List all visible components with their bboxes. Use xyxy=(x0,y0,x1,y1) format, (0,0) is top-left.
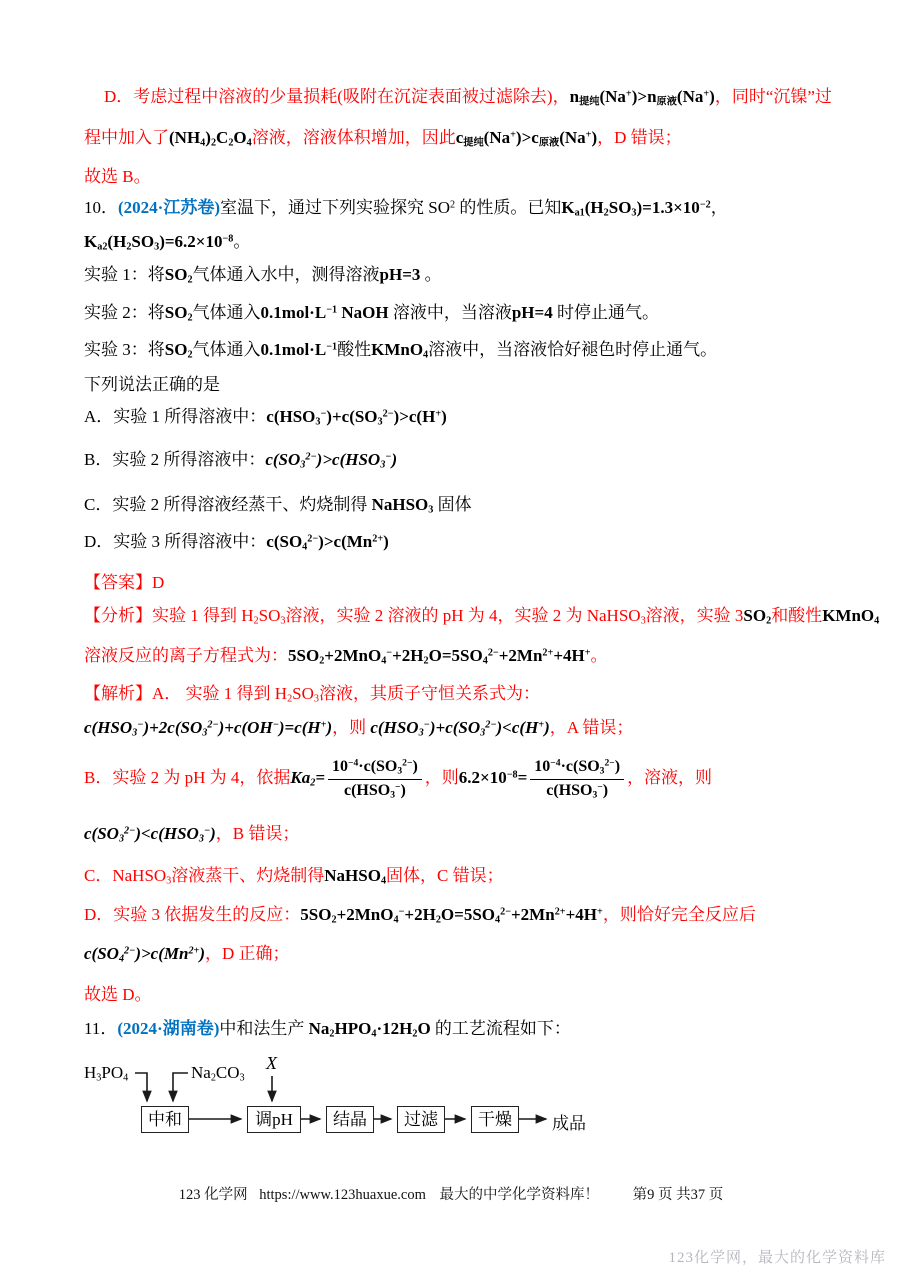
explanation-c-line: C．NaHSO$_3$溶液蒸干、灼烧制得NaHSO$_4$固体，C 错误； xyxy=(84,866,504,887)
flow-box-crystallize: 结晶 xyxy=(326,1106,374,1133)
watermark-text: 123化学网，最大的化学资料库 xyxy=(668,1250,886,1266)
option-d: D．实验 3 所得溶液中：$c(SO_4^{2-})>c(Mn^{2+})$ xyxy=(84,532,389,553)
explanation-a-line-2: $c(HSO_3^-)+2c(SO_3^{2-})+c(OH^-)=c(H^+)$，则 $c(HSO_3^-)+c(SO_3^{2-})<c(H^+)$，A 错误； xyxy=(84,718,634,739)
question-11-stem: 11．(2024·湖南卷)中和法生产 $Na_2HPO_4\cdot 12H_2O$ 的工艺流程如下： xyxy=(84,1019,571,1040)
explanation-d-line-2: $c(SO_4^{2-})>c(Mn^{2+})$，D 正确； xyxy=(84,944,290,965)
analysis-line-1: 【分析】实验 1 得到 $H_2SO_3$溶液，实验 2 溶液的 pH 为 4，实验 2 为 NaHSO$_3$溶液，实验 $3SO_2$和酸性KMnO$_4$ xyxy=(84,606,880,627)
option-c: C．实验 2 所得溶液经蒸干、灼烧制得 NaHSO$_3$ 固体 xyxy=(84,495,472,516)
input-na2co3-label: $Na_2CO_3$ xyxy=(191,1063,245,1084)
footer-tagline: 最大的中学化学资料库！ xyxy=(439,1187,599,1203)
experiment-3-line: 实验 3：将$SO_2$气体通入$0.1mol\cdot L^{-1}$酸性KMnO$_4$溶液中，当溶液恰好褪色时停止通气。 xyxy=(84,340,718,361)
explanation-a-line-1: 【解析】A． 实验 1 得到 $H_2SO_3$溶液，其质子守恒关系式为： xyxy=(84,684,540,705)
final-answer-line: 故选 D。 xyxy=(84,985,152,1004)
explanation-b-line-1: B．实验 2 为 pH 为 4，依据$Ka_2=$ $\frac{10^{-4}\cdot c(SO_3^{2-})}{c(HSO_3^-)}$ ，则$6.2\times 10^{-8}=$ $\frac{10^{-4}\cdot c(SO_3^{2-})}{c(HSO_3^-)}$ ，溶液，则 xyxy=(84,757,713,801)
answer-expl-line-2: 程中加入了$(NH_4)_2C_2O_4$溶液，溶液体积增加，因此$c_{提纯}(Na^+)>c_{原液}(Na^+)$，D 错误； xyxy=(84,128,682,149)
analysis-line-2: 溶液反应的离子方程式为：$5SO_2+2MnO_4^-+2H_2O=5SO_4^{2-}+2Mn^{2+}+4H^+$。 xyxy=(84,646,608,667)
input-x-label: X xyxy=(266,1053,277,1073)
option-b: B．实验 2 所得溶液中：$c(SO_3^{2-})>c(HSO_3^-)$ xyxy=(84,450,398,471)
flow-box-dry: 干燥 xyxy=(471,1106,519,1133)
answer-expl-line-3: 故选 B。 xyxy=(84,167,151,186)
question-10-stem-line-2: $K_{a2}(H_2SO_3)=6.2\times 10^{-8}$。 xyxy=(84,232,251,253)
explanation-d-line-1: D．实验 3 依据发生的反应：$5SO_2+2MnO_4^-+2H_2O=5SO_4^{2-}+2Mn^{2+}+4H^+$，则恰好完全反应后 xyxy=(84,905,756,926)
option-a: A．实验 1 所得溶液中：$c(HSO_3^-)+c(SO_3^{2-})>c(H^+)$ xyxy=(84,407,447,428)
page-number: 第9 页 共37 页 xyxy=(632,1187,724,1203)
flow-box-filter: 过滤 xyxy=(397,1106,445,1133)
flow-arrows xyxy=(84,1056,644,1148)
explanation-b-line-2: $c(SO_3^{2-})<c(HSO_3^-)$，B 错误； xyxy=(84,824,300,845)
page-footer xyxy=(0,1183,902,1204)
experiment-1-line: 实验 1：将$SO_2$气体通入水中，测得溶液pH=3 。 xyxy=(84,265,442,286)
footer-site-name: 123 化学网 xyxy=(178,1187,248,1203)
answer-label: 【答案】D xyxy=(84,573,165,592)
question-10-prompt: 下列说法正确的是 xyxy=(84,375,220,394)
input-h3po4-label: $H_3PO_4$ xyxy=(84,1063,129,1084)
flow-box-adjust-ph: 调pH xyxy=(247,1106,301,1133)
question-10-stem-line-1: 10．(2024·江苏卷)室温下，通过下列实验探究 $SO^2$ 的性质。已知$K_{a1}(H_2SO_3)=1.3\times 10^{-2}$， xyxy=(84,198,728,219)
experiment-2-line: 实验 2：将$SO_2$气体通入$0.1mol\cdot L^{-1}$ NaOH 溶液中，当溶液pH=4 时停止通气。 xyxy=(84,303,659,324)
flow-output-label: 成品 xyxy=(552,1114,586,1133)
footer-url: https://www.123huaxue.com xyxy=(259,1187,426,1203)
flow-box-neutralize: 中和 xyxy=(141,1106,189,1133)
answer-expl-line-1: D．考虑过程中溶液的少量损耗(吸附在沉淀表面被过滤除去)，$n_{提纯}(Na^+)>n_{原液}(Na^+)$，同时“沉镍”过 xyxy=(104,87,832,108)
process-flow-diagram xyxy=(84,1053,644,1148)
